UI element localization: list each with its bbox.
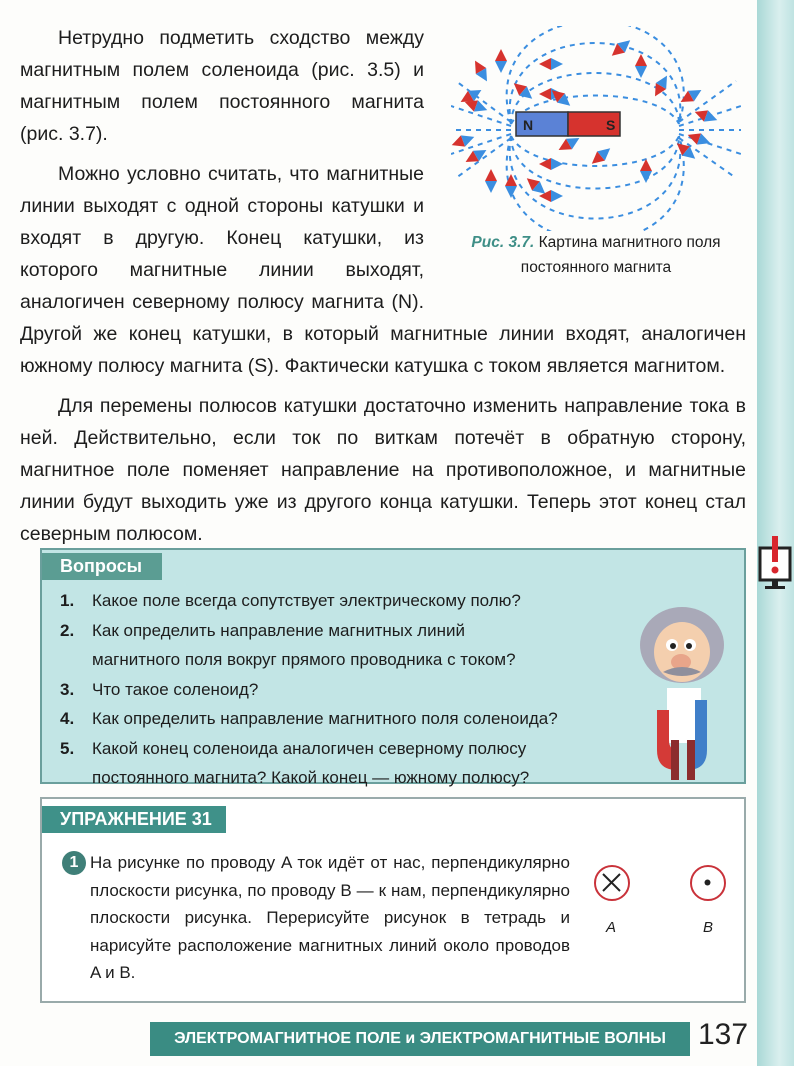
question-item [60, 675, 612, 705]
south-pole-label: S [606, 117, 616, 133]
paragraph: Можно условно считать, что магнитные линии выходят с одной стороны катушки и входят в другую. Конец катушки, из которого магнитные линии выходят, аналогичен северному полюсу магнита (N). Другой же конец катушки, в который магнитные линии входят, аналогичен южному полюсу магнита (S). Фактически катушка с током является магнитом. [20, 163, 746, 377]
question-item [60, 704, 612, 734]
question-text: Какой конец соленоида аналогичен северному полюсу постоянного магнита? Какой конец — южному полюсу? [92, 738, 530, 787]
question-number: 1. [60, 591, 75, 610]
magnetic-field-diagram [451, 26, 741, 231]
chapter-footer: ЭЛЕКТРОМАГНИТНОЕ ПОЛЕ и ЭЛЕКТРОМАГНИТНЫЕ ВОЛНЫ [150, 1022, 690, 1056]
exercise-box [40, 797, 746, 1003]
compass-needle [470, 58, 492, 85]
main-text [20, 22, 746, 550]
caption-label: Рис. 3.7. [471, 234, 535, 251]
label-a: A [606, 919, 617, 936]
compass-needle [539, 58, 563, 70]
compass-needle [635, 54, 647, 78]
computer-alert-icon [758, 536, 792, 594]
compass-needle [640, 159, 652, 183]
compass-needle [485, 169, 497, 193]
paragraph: Для перемены полюсов катушки достаточно изменить направление тока в ней. Действительно, если ток по виткам потечёт в обратную сторону, магнитное поле поменяет направление на противоположное, и магнитные линии будут выходить уже из другого конца катушки. Теперь этот конец стал северным полюсом. [20, 395, 746, 545]
questions-list [60, 586, 612, 793]
question-text: Как определить направление магнитных линий магнитного поля вокруг прямого проводника с током? [92, 620, 516, 669]
page-edge-strip [757, 0, 794, 1066]
dot-icon [692, 867, 723, 898]
exercise-number: 1 [62, 851, 86, 875]
question-item [60, 734, 612, 793]
question-text: Что такое соленоид? [92, 679, 259, 699]
question-item [60, 616, 612, 675]
north-pole-label: N [523, 117, 534, 133]
question-text: Как определить направление магнитного поля соленоида? [92, 709, 558, 728]
compass-needle [588, 144, 614, 169]
question-item [60, 586, 612, 616]
figure-caption [446, 230, 746, 280]
compass-needle [539, 158, 563, 170]
exercise-title: УПРАЖНЕНИЕ 31 [42, 806, 226, 833]
question-number: 5. [60, 738, 75, 758]
paragraph: Нетрудно подметить сходство между магнитным полем соленоида (рис. 3.5) и магнитным полем постоянного магнита (рис. 3.7). [20, 27, 424, 145]
scientist-character-illustration [627, 600, 737, 785]
question-number: 4. [60, 709, 75, 728]
compass-needle [495, 49, 507, 73]
questions-box [40, 548, 746, 787]
current-away-symbol [594, 865, 630, 901]
question-text: Какое поле всегда сопутствует электрическому полю? [92, 591, 521, 610]
question-number: 2. [60, 620, 75, 640]
compass-needle [510, 79, 536, 104]
page-number: 137 [698, 1018, 749, 1051]
current-toward-symbol [690, 865, 726, 901]
label-b: B [703, 919, 714, 936]
figure-magnet-field [446, 22, 746, 287]
cross-icon [596, 867, 627, 898]
compass-needle [678, 85, 705, 107]
question-number: 3. [60, 679, 75, 699]
caption-text: Картина магнитного поля постоянного магнита [520, 234, 721, 276]
questions-title: Вопросы [42, 553, 162, 580]
exercise-text: На рисунке по проводу A ток идёт от нас, перпендикулярно плоскости рисунка, по проводу B — к нам, перпендикулярно плоскости рисунка. Перерисуйте рисунок в тетрадь и нарисуйте расположение магнитных линий около проводов A и B. [90, 853, 570, 982]
compass-needle [650, 73, 672, 100]
